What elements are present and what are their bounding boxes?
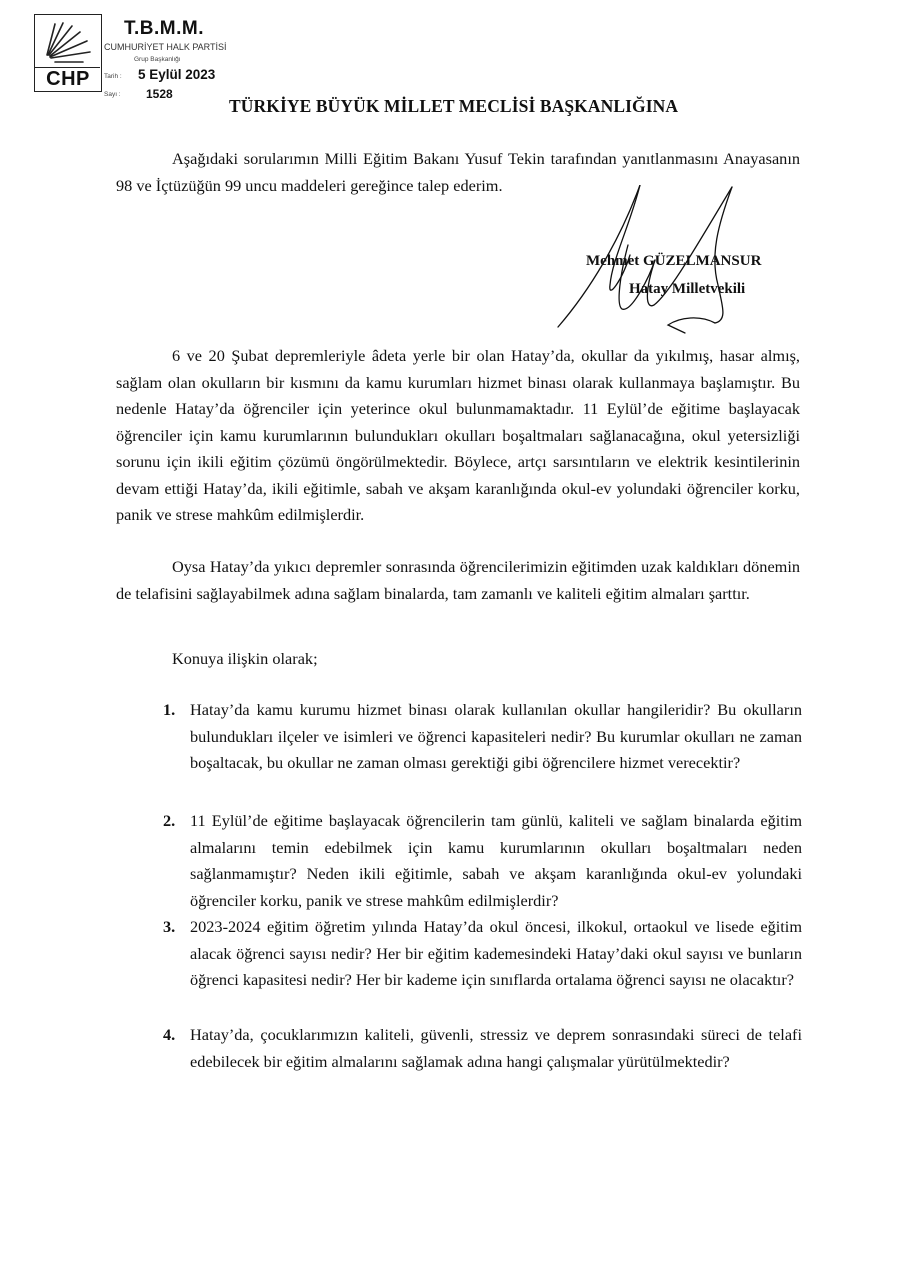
signatory-name: Mehmet GÜZELMANSUR <box>586 253 762 269</box>
group-office: Grup Başkanlığı <box>134 56 181 63</box>
number-label: Sayı : <box>104 91 121 98</box>
question-item <box>160 808 802 914</box>
question-text: Hatay’da kamu kurumu hizmet binası olarak kullanılan okullar hangileridir? Bu okulların bulundukları ilçeler ve isimleri ve öğrenci kapasiteleri nedir? Bu kurumlar okulları ne zaman boşaltacak, bu okullar ne zaman olması gerektiği gibi öğrencilere hizmet verecektir? <box>190 700 802 772</box>
body-paragraph: Oysa Hatay’da yıkıcı depremler sonrasında öğrencilerimizin eğitimden uzak kaldıkları dönemin de telafisini sağlayabilmek adına sağlam binalarda, tam zamanlı ve kaliteli eğitim almaları şarttır. <box>116 557 800 603</box>
date-value: 5 Eylül 2023 <box>138 67 216 82</box>
chp-six-arrows-icon <box>35 15 100 68</box>
question-text: 11 Eylül’de eğitime başlayacak öğrencilerin tam günlü, kaliteli ve sağlam binalarda eğitim almalarını temin edebilmek için kamu kurumlarının okulları boşaltmaları neden sağlanmamıştır? Neden ikili eğitimle, sabah ve akşam karanlığında okul-ev yolundaki öğrenciler korku, panik ve strese mahkûm edilmişlerdir? <box>190 811 802 910</box>
question-item <box>160 1022 802 1075</box>
addressee-heading: TÜRKİYE BÜYÜK MİLLET MECLİSİ BAŞKANLIĞINA <box>229 96 679 116</box>
question-number: 1. <box>163 700 176 719</box>
question-list <box>160 697 802 1075</box>
date-label: Tarih : <box>104 73 122 80</box>
question-number: 2. <box>163 811 176 830</box>
question-text: 2023-2024 eğitim öğretim yılında Hatay’da okul öncesi, ilkokul, ortaokul ve lisede eğitim alacak öğrenci sayısı nedir? Her bir eğitim kademesindeki Hatay’daki okul sayısı ve bunların öğrenci kapasitesi nedir? Her bir kademe için sınıflarda ortalama öğrenci sayısı ne olacaktır? <box>190 917 802 989</box>
party-name: CUMHURİYET HALK PARTİSİ <box>104 42 227 52</box>
question-text: Hatay’da, çocuklarımızın kaliteli, güvenli, stressiz ve deprem sonrasındaki süreci de telafi edebilecek bir eğitim almalarını sağlamak adına hangi çalışmalar yürütülmektedir? <box>190 1025 802 1071</box>
question-number: 4. <box>163 1025 176 1044</box>
question-number: 3. <box>163 917 176 936</box>
institution-name: T.B.M.M. <box>124 18 204 39</box>
number-value: 1528 <box>146 87 173 101</box>
body-paragraph: 6 ve 20 Şubat depremleriyle âdeta yerle bir olan Hatay’da, okullar da yıkılmış, hasar almış, sağlam olan okulların bir kısmını da kamu kurumları hizmet binası olarak kullanmaya başlamıştır. Bu nedenle Hatay’da öğrenciler için yeterince okul bulunmamaktadır. 11 Eylül’de eğitime başlayacak öğrenciler için kamu kurumlarının bulundukları okulları boşaltmaları sağlanacağına, okul yetersizliği sorunu için ikili eğitim çözümü öngörülmektedir. Böylece, artçı sarsıntıların ve elektrik kesintilerinin devam ettiği Hatay’da, ikili eğitimle, sabah ve akşam karanlığında okul-ev yolundaki öğrenciler korku, panik ve strese mahkûm edilmişlerdir. <box>116 346 800 524</box>
intro-paragraph: Aşağıdaki sorularımın Milli Eğitim Bakanı Yusuf Tekin tarafından yanıtlanmasını Anayasanın 98 ve İçtüzüğün 99 uncu maddeleri gereğince talep ederim. <box>116 149 800 195</box>
question-item <box>160 914 802 1022</box>
logo-text: CHP <box>46 68 90 90</box>
body-paragraph: Konuya ilişkin olarak; <box>172 649 318 668</box>
signatory-title: Hatay Milletvekili <box>629 281 746 297</box>
chp-logo <box>34 14 102 92</box>
question-item <box>160 697 802 808</box>
fax-header-strip <box>0 0 904 5</box>
